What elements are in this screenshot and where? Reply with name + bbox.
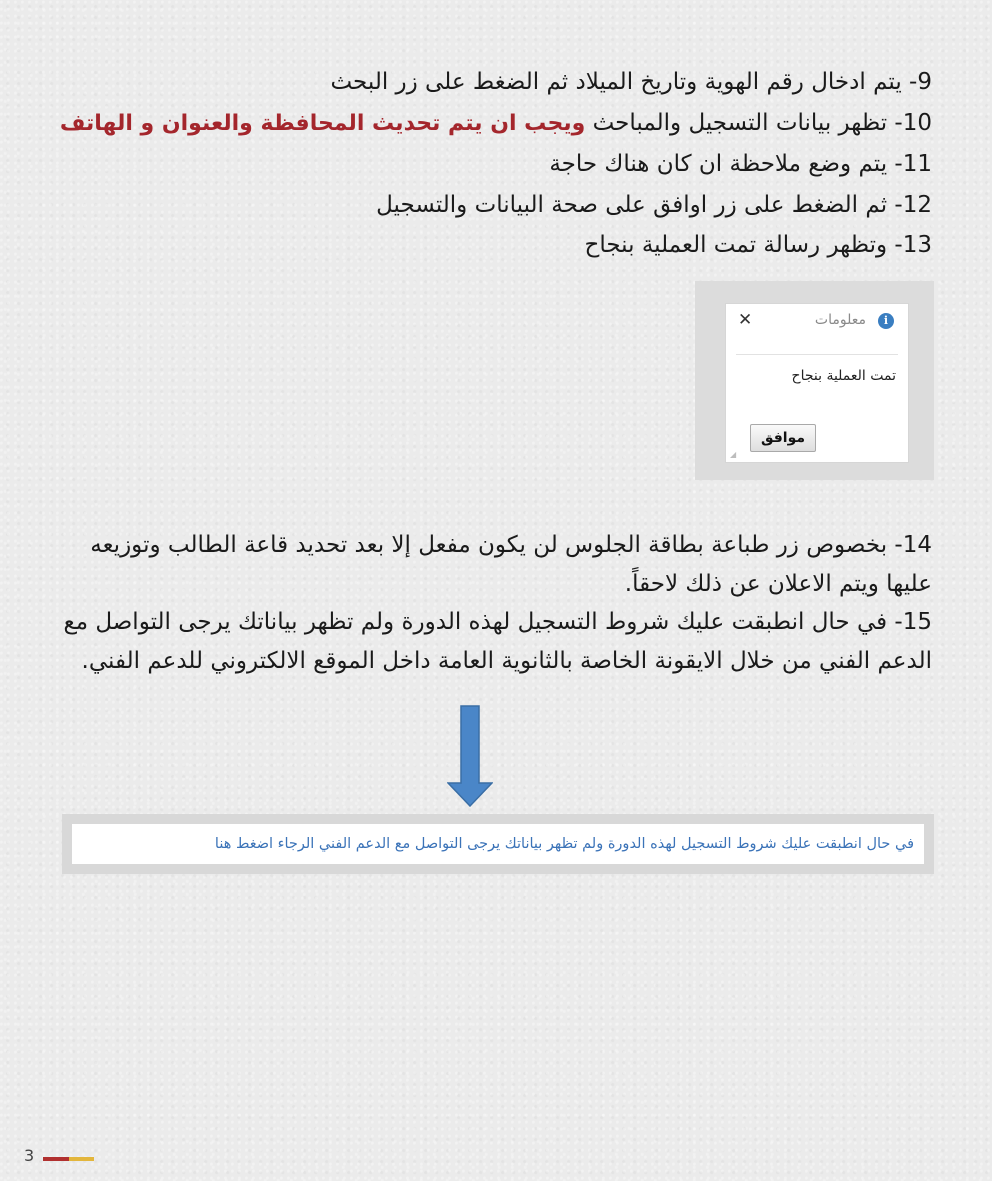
dialog-screenshot-frame <box>695 281 934 480</box>
support-link-bar <box>62 814 934 874</box>
resize-grip-icon: ◢ <box>730 450 737 459</box>
step-13 <box>52 225 932 266</box>
step-11 <box>52 144 932 185</box>
footer-accent-yellow <box>69 1157 94 1161</box>
info-icon: i <box>878 313 894 329</box>
step-12 <box>52 185 932 226</box>
step-10-emphasis: ويجب ان يتم تحديث المحافظة والعنوان و الهاتف <box>59 110 586 136</box>
dialog-title: معلومات <box>814 312 866 328</box>
step-11-text: 11- يتم وضع ملاحظة ان كان هناك حاجة <box>549 151 932 177</box>
note-15: 15- في حال انطبقت عليك شروط التسجيل لهذه الدورة ولم تظهر بياناتك يرجى التواصل مع الدعم الفني من خلال الايقونة الخاصة بالثانوية العامة داخل الموقع الالكتروني للدعم الفني. <box>63 609 932 674</box>
step-12-text: 12- ثم الضغط على زر اوافق على صحة البيانات والتسجيل <box>376 191 932 218</box>
footer-accent-red <box>43 1157 69 1161</box>
step-9 <box>52 62 932 103</box>
dialog-header <box>726 312 908 332</box>
note-14: 14- بخصوص زر طباعة بطاقة الجلوس لن يكون مفعل إلا بعد تحديد قاعة الطالب وتوزيعه عليها ويتم الاعلان عن ذلك لاحقاً. <box>90 532 932 597</box>
notes-block <box>52 526 932 680</box>
step-10-text: 10- تظهر بيانات التسجيل والمباحث <box>585 109 932 136</box>
instruction-steps <box>52 62 932 266</box>
ok-button[interactable]: موافق <box>750 424 816 452</box>
step-10 <box>52 103 932 145</box>
down-arrow-icon <box>447 705 493 807</box>
dialog-message: تمت العملية بنجاح <box>791 368 896 384</box>
dialog-divider <box>736 354 898 355</box>
support-link[interactable]: في حال انطبقت عليك شروط التسجيل لهذه الدورة ولم تظهر بياناتك يرجى التواصل مع الدعم الفني الرجاء اضغط هنا <box>72 824 924 864</box>
page-number: 3 <box>24 1146 35 1165</box>
close-icon[interactable]: ✕ <box>738 310 753 330</box>
step-13-text: 13- وتظهر رسالة تمت العملية بنجاح <box>584 232 932 258</box>
step-9-text: 9- يتم ادخال رقم الهوية وتاريخ الميلاد ثم الضغط على زر البحث <box>330 69 932 95</box>
success-dialog <box>725 303 909 463</box>
